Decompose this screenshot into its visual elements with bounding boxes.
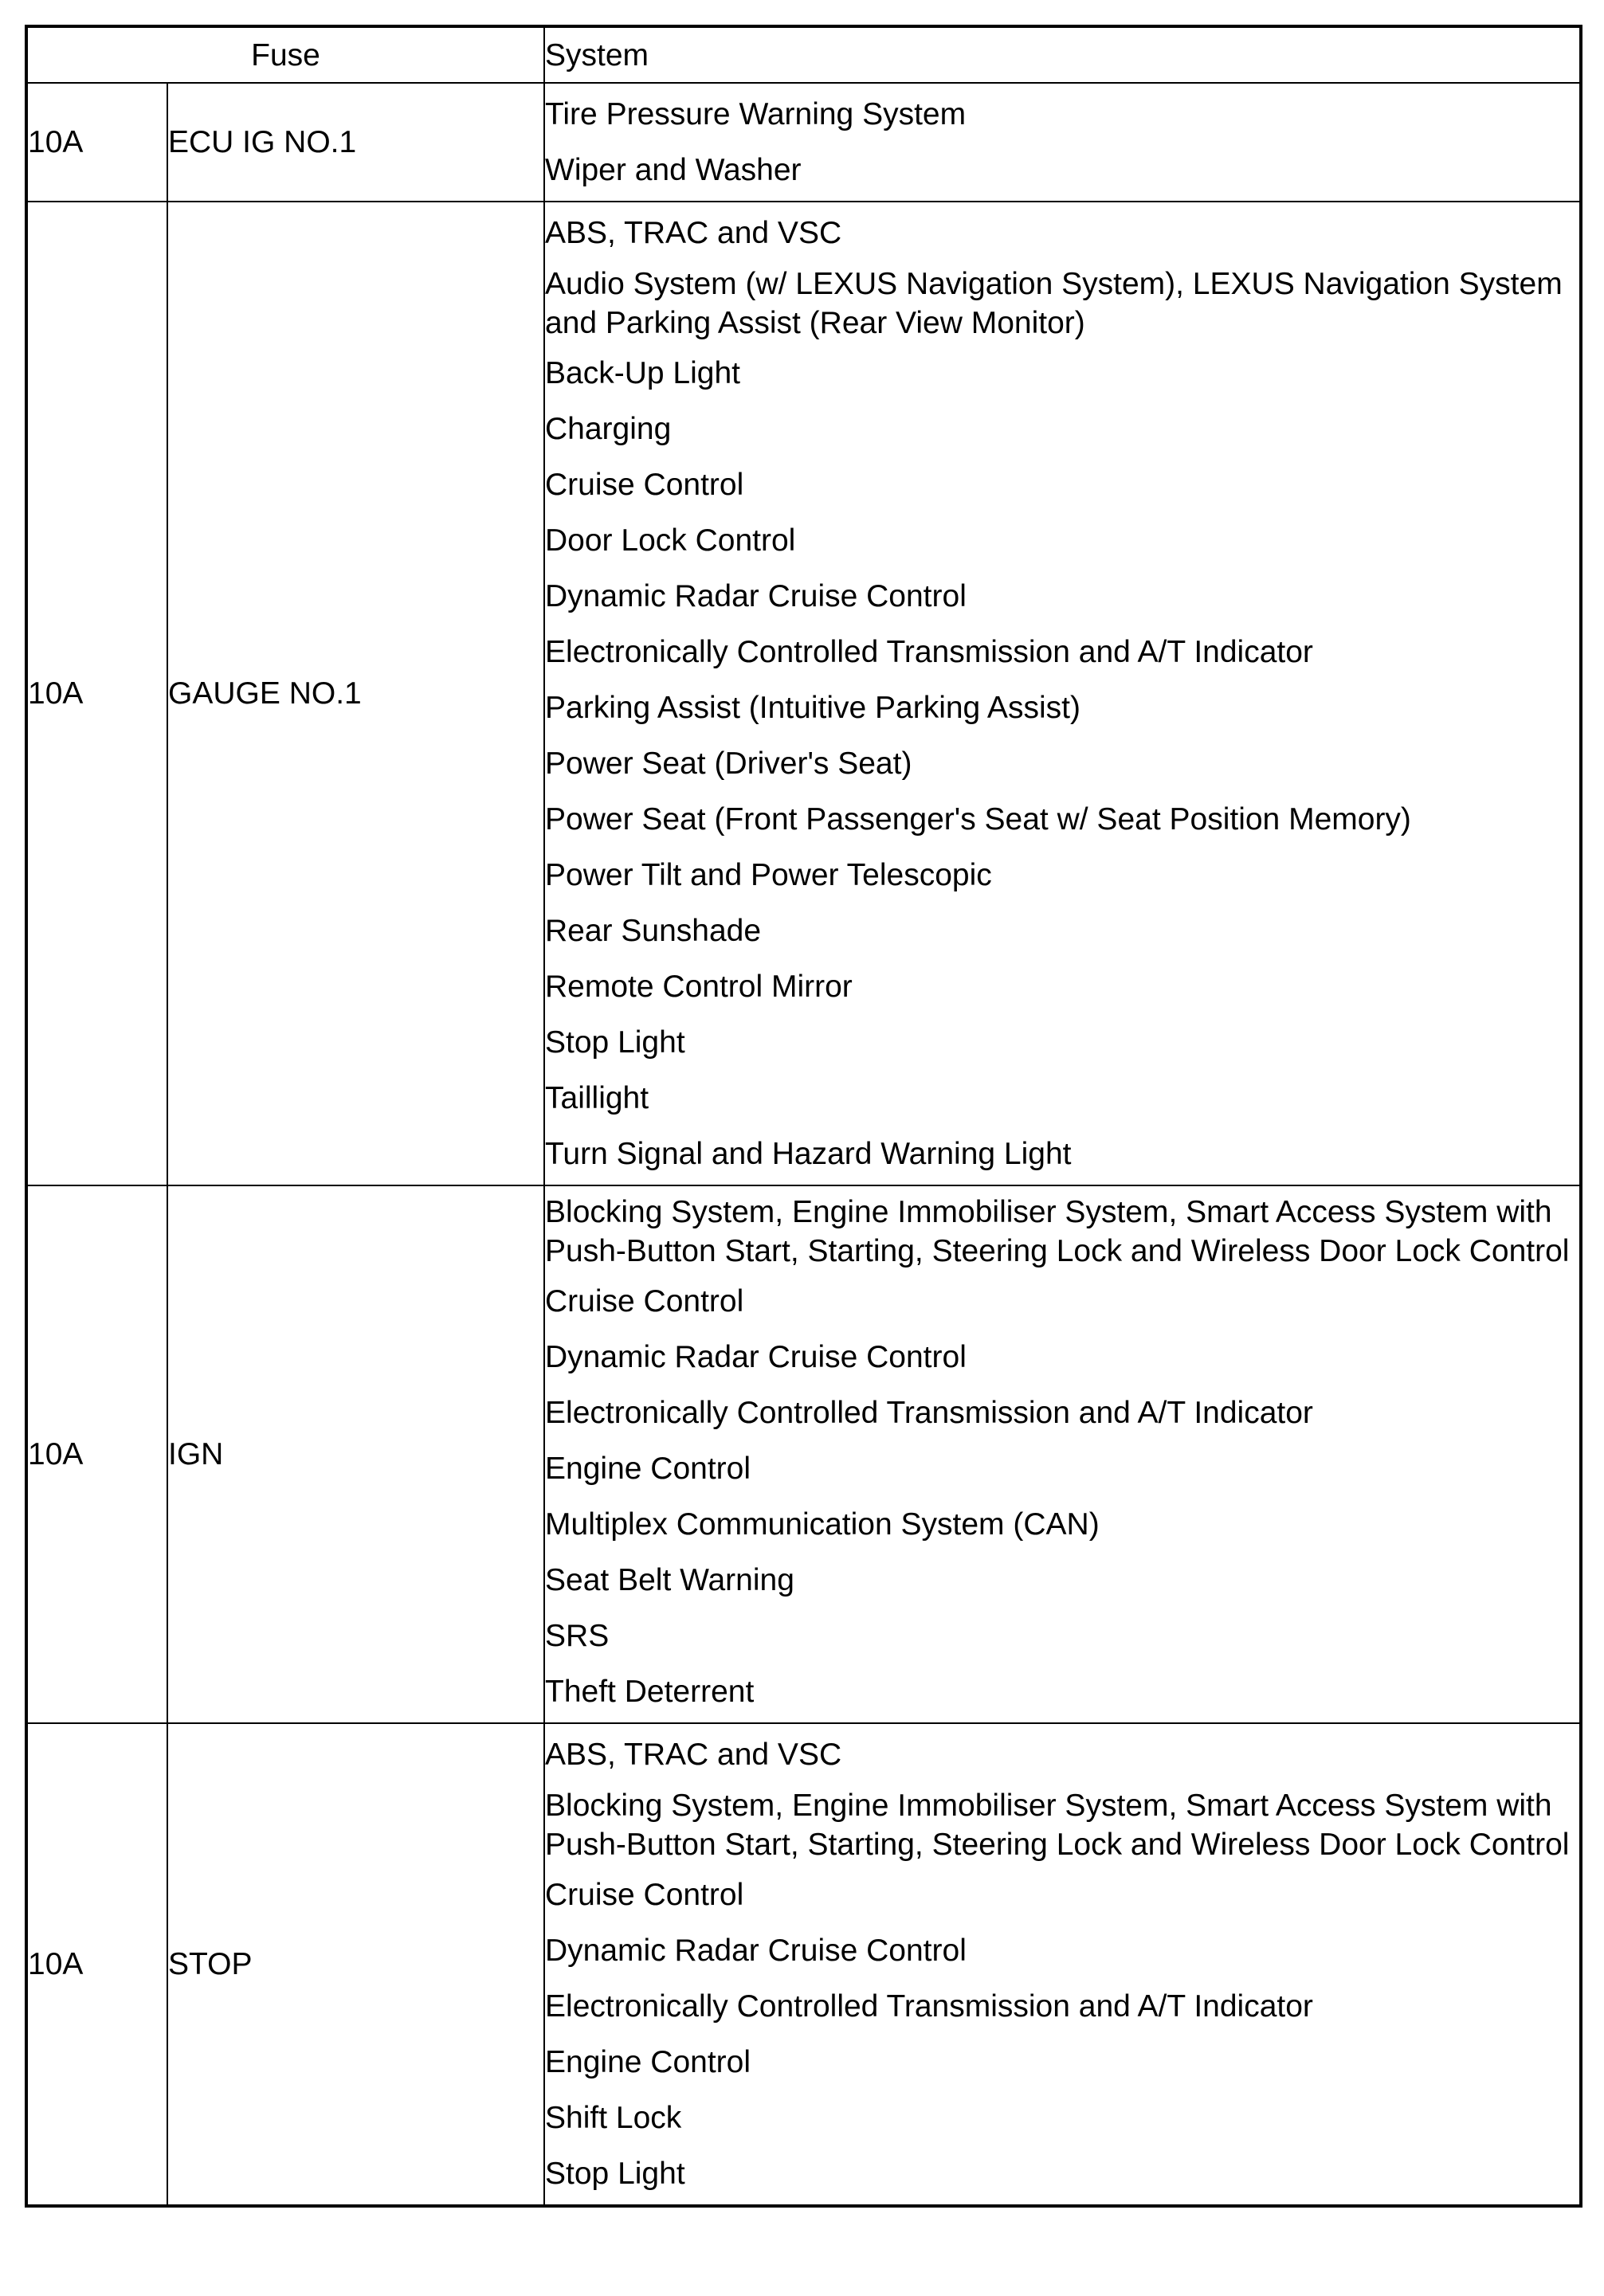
fuse-amperage: 10A [26,1723,167,2206]
fuse-system-table [25,25,1582,2208]
system-item: Charging [545,412,672,446]
system-list [545,84,1579,201]
system-cell [544,83,1581,202]
system-item: Dynamic Radar Cruise Control [545,579,967,613]
system-item: ABS, TRAC and VSC [545,216,842,250]
fuse-name: STOP [167,1723,544,2206]
system-item: Electronically Controlled Transmission and A/T Indicator [545,1396,1313,1430]
system-item: Engine Control [545,1452,751,1486]
system-item: Door Lock Control [545,523,796,558]
system-item: Rear Sunshade [545,914,762,948]
system-list [545,1724,1579,2204]
system-item: Back-Up Light [545,356,740,390]
table-row [26,202,1581,1185]
system-item: Audio System (w/ LEXUS Navigation System), LEXUS Navigation System and Parking Assist (Rear View Monitor) [545,267,1563,340]
system-item: Taillight [545,1081,649,1115]
system-item: Seat Belt Warning [545,1563,794,1597]
table-row [26,83,1581,202]
system-item: Blocking System, Engine Immobiliser System, Smart Access System with Push-Button Start, Starting, Steering Lock and Wireless Door Lock Control [545,1195,1570,1268]
system-item: Stop Light [545,1025,685,1060]
system-item: Dynamic Radar Cruise Control [545,1934,967,1968]
system-item: Power Tilt and Power Telescopic [545,858,992,892]
system-column-header: System [544,26,1581,83]
system-item: Electronically Controlled Transmission and A/T Indicator [545,635,1313,669]
system-item: Multiplex Communication System (CAN) [545,1507,1100,1542]
system-item: Stop Light [545,2157,685,2191]
system-item: Dynamic Radar Cruise Control [545,1340,967,1374]
system-item: Power Seat (Front Passenger's Seat w/ Seat Position Memory) [545,802,1411,837]
table-body [26,83,1581,2206]
system-cell [544,1185,1581,1723]
system-item: Blocking System, Engine Immobiliser System, Smart Access System with Push-Button Start, Starting, Steering Lock and Wireless Door Lock Control [545,1789,1570,1862]
system-cell [544,202,1581,1185]
system-item: Tire Pressure Warning System [545,97,967,131]
system-list [545,1186,1579,1722]
system-list [545,202,1579,1185]
system-item: ABS, TRAC and VSC [545,1738,842,1772]
system-item: Theft Deterrent [545,1675,755,1709]
table-row [26,1185,1581,1723]
fuse-name: GAUGE NO.1 [167,202,544,1185]
fuse-name: ECU IG NO.1 [167,83,544,202]
system-item: Shift Lock [545,2101,682,2135]
system-item: SRS [545,1619,610,1653]
header-row [26,26,1581,83]
fuse-amperage: 10A [26,1185,167,1723]
system-item: Cruise Control [545,1878,744,1912]
system-item: Turn Signal and Hazard Warning Light [545,1137,1072,1171]
table-header [26,26,1581,83]
system-item: Remote Control Mirror [545,970,853,1004]
system-item: Cruise Control [545,1284,744,1318]
system-cell [544,1723,1581,2206]
fuse-column-header: Fuse [26,26,544,83]
system-item: Power Seat (Driver's Seat) [545,746,912,781]
system-item: Engine Control [545,2045,751,2079]
fuse-name: IGN [167,1185,544,1723]
fuse-amperage: 10A [26,202,167,1185]
system-item: Cruise Control [545,468,744,502]
system-item: Parking Assist (Intuitive Parking Assist) [545,691,1080,725]
system-item: Electronically Controlled Transmission and A/T Indicator [545,1989,1313,2024]
table-row [26,1723,1581,2206]
fuse-amperage: 10A [26,83,167,202]
system-item: Wiper and Washer [545,153,802,187]
